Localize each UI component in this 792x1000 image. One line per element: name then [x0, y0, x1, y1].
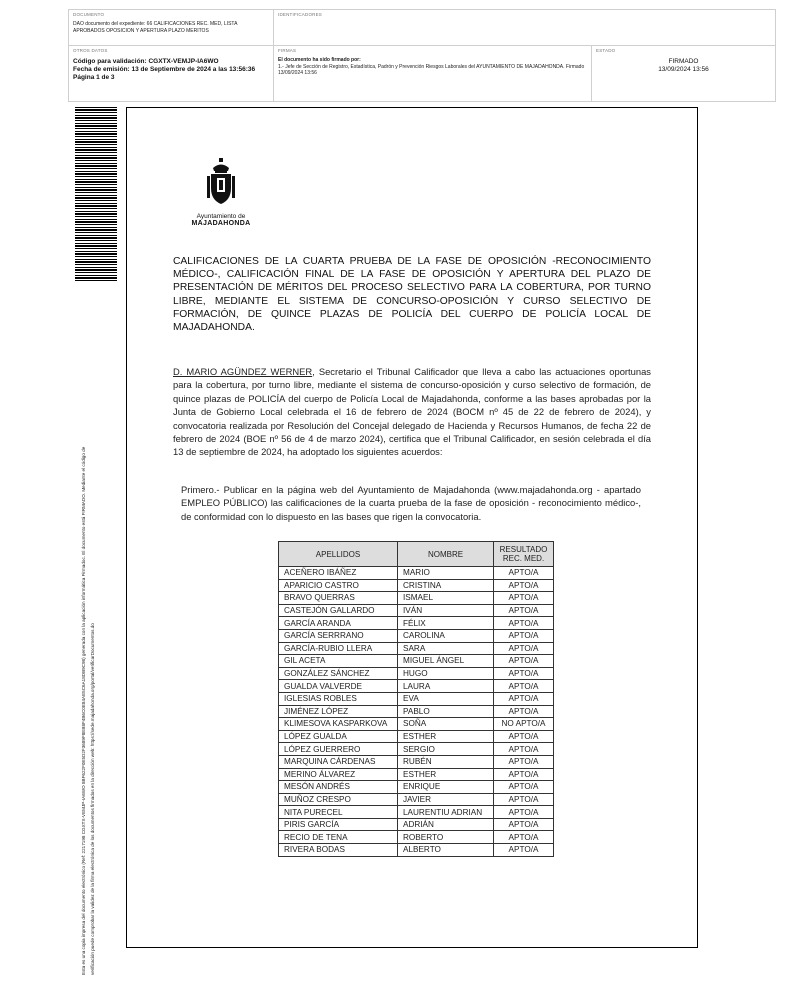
table-row: [279, 705, 554, 718]
cell-nombre: HUGO: [398, 667, 494, 680]
table-row: [279, 743, 554, 756]
cell-nombre: SARA: [398, 642, 494, 655]
cell-resultado: APTO/A: [494, 680, 554, 693]
estado-value: FIRMADO: [668, 58, 699, 65]
table-row: [279, 793, 554, 806]
cell-nombre: RUBÉN: [398, 755, 494, 768]
emission-date: Fecha de emisión: 13 de Septiembre de 2024 a las 13:56:36: [73, 66, 256, 73]
table-row: [279, 844, 554, 857]
table-row: [279, 617, 554, 630]
table-row: [279, 642, 554, 655]
cell-nombre: JAVIER: [398, 793, 494, 806]
primero-text: Publicar en la página web del Ayuntamiento de Majadahonda (www.majadahonda.org - apartado EMPLEO PÚBLICO) las calificaciones de la cuarta prueba de la fase de oposición - reconocimiento médico-, de conformidad con lo dispuesto en las bases que rigen la convocatoria.: [181, 484, 641, 522]
cell-resultado: APTO/A: [494, 667, 554, 680]
cell-apellidos: GUALDA VALVERDE: [279, 680, 398, 693]
cell-apellidos: NITA PURECEL: [279, 806, 398, 819]
table-row: [279, 781, 554, 794]
cell-resultado: APTO/A: [494, 743, 554, 756]
cell-resultado: APTO/A: [494, 793, 554, 806]
cell-apellidos: MESÓN ANDRÉS: [279, 781, 398, 794]
cell-nombre: LAURENTIU ADRIAN: [398, 806, 494, 819]
primero-label: Primero.-: [181, 484, 220, 495]
estado-cell: [592, 46, 775, 101]
identificadores-cell: [274, 10, 775, 45]
cell-resultado: APTO/A: [494, 604, 554, 617]
cell-resultado: APTO/A: [494, 655, 554, 668]
table-row: [279, 718, 554, 731]
cell-apellidos: IGLESIAS ROBLES: [279, 692, 398, 705]
table-row: [279, 592, 554, 605]
cell-nombre: ESTHER: [398, 768, 494, 781]
agreement-primero: [181, 483, 641, 523]
cell-resultado: APTO/A: [494, 768, 554, 781]
cell-apellidos: ACEÑERO IBÁÑEZ: [279, 567, 398, 580]
cell-apellidos: LÓPEZ GUERRERO: [279, 743, 398, 756]
cell-resultado: APTO/A: [494, 831, 554, 844]
cell-resultado: APTO/A: [494, 629, 554, 642]
cell-apellidos: LÓPEZ GUALDA: [279, 730, 398, 743]
documento-cell: [69, 10, 274, 45]
cell-resultado: APTO/A: [494, 730, 554, 743]
cell-apellidos: RECIO DE TENA: [279, 831, 398, 844]
cell-nombre: SOÑA: [398, 718, 494, 731]
cell-nombre: FÉLIX: [398, 617, 494, 630]
cell-apellidos: MERINO ÁLVAREZ: [279, 768, 398, 781]
verification-margin-text: [81, 285, 99, 975]
table-row: [279, 655, 554, 668]
col-apellidos: APELLIDOS: [279, 542, 398, 567]
cell-resultado: APTO/A: [494, 592, 554, 605]
cell-nombre: ESTHER: [398, 730, 494, 743]
cell-nombre: SERGIO: [398, 743, 494, 756]
firmas-detail: 1.- Jefe de Sección de Registro, Estadística, Padrón y Prevención Riesgos Laborales del AYUNTAMIENTO DE MAJADAHONDA. Firmado 13/09/2024 13:56: [278, 63, 585, 76]
cell-nombre: LAURA: [398, 680, 494, 693]
documento-value: DAO documento del expediente: 66 CALIFICACIONES REC. MED, LISTA APROBADOS OPOSICION Y APERTURA PLAZO MERITOS: [73, 21, 238, 34]
cell-resultado: APTO/A: [494, 781, 554, 794]
table-row: [279, 755, 554, 768]
cell-apellidos: GARCÍA SERRRANO: [279, 629, 398, 642]
table-row: [279, 730, 554, 743]
cell-nombre: ADRIÁN: [398, 818, 494, 831]
documento-label: DOCUMENTO: [73, 12, 105, 17]
cell-nombre: MIGUEL ÁNGEL: [398, 655, 494, 668]
cell-resultado: APTO/A: [494, 818, 554, 831]
page-number: Página 1 de 3: [73, 74, 115, 81]
table-row: [279, 818, 554, 831]
cell-resultado: APTO/A: [494, 617, 554, 630]
cell-nombre: CAROLINA: [398, 629, 494, 642]
cell-nombre: IVÁN: [398, 604, 494, 617]
cell-apellidos: APARICIO CASTRO: [279, 579, 398, 592]
identificadores-label: IDENTIFICADORES: [278, 12, 323, 17]
cell-resultado: APTO/A: [494, 579, 554, 592]
table-row: [279, 768, 554, 781]
cell-nombre: EVA: [398, 692, 494, 705]
table-header-row: [279, 542, 554, 567]
cell-resultado: APTO/A: [494, 692, 554, 705]
cell-nombre: MARIO: [398, 567, 494, 580]
cell-apellidos: JIMÉNEZ LÓPEZ: [279, 705, 398, 718]
cell-nombre: PABLO: [398, 705, 494, 718]
margin-line-2: verificación puede comprobar la validez de la firma electrónica de los documentos firmados en la dirección web: https://sede.majadahonda.org/portal/verificarDocumentos.do: [90, 623, 95, 975]
cell-nombre: ALBERTO: [398, 844, 494, 857]
table-row: [279, 831, 554, 844]
cell-resultado: NO APTO/A: [494, 718, 554, 731]
table-row: [279, 579, 554, 592]
barcode: [75, 107, 117, 281]
cell-resultado: APTO/A: [494, 642, 554, 655]
logo-text-line1: Ayuntamiento de: [196, 213, 246, 220]
logo-text-line2: MAJADAHONDA: [191, 220, 251, 227]
cell-resultado: APTO/A: [494, 567, 554, 580]
document-title: CALIFICACIONES DE LA CUARTA PRUEBA DE LA FASE DE OPOSICIÓN -RECONOCIMIENTO MÉDICO-, CALIFICACIÓN FINAL DE LA FASE DE OPOSICIÓN Y APERTURA DEL PLAZO DE PRESENTACIÓN DE MÉRITOS DEL PROCESO SELECTIVO PARA LA COBERTURA, POR TURNO LIBRE, MEDIANTE EL SISTEMA DE CONCURSO-OPOSICIÓN Y CURSO SELECTIVO DE FORMACIÓN, DE QUINCE PLAZAS DE POLICÍA DEL CUERPO DE POLICÍA LOCAL DE MAJADAHONDA.: [173, 256, 651, 334]
cell-nombre: ROBERTO: [398, 831, 494, 844]
cell-apellidos: GIL ACETA: [279, 655, 398, 668]
cell-resultado: APTO/A: [494, 755, 554, 768]
table-row: [279, 629, 554, 642]
cell-apellidos: MARQUINA CÁRDENAS: [279, 755, 398, 768]
cell-apellidos: MUÑOZ CRESPO: [279, 793, 398, 806]
table-row: [279, 667, 554, 680]
cell-apellidos: RIVERA BODAS: [279, 844, 398, 857]
cell-apellidos: PIRIS GARCÍA: [279, 818, 398, 831]
document-header: [68, 9, 776, 102]
table-row: [279, 604, 554, 617]
firmas-cell: [274, 46, 592, 101]
cell-resultado: APTO/A: [494, 705, 554, 718]
table-row: [279, 806, 554, 819]
secretary-name: D. MARIO AGÜNDEZ WERNER: [173, 366, 313, 377]
col-nombre: NOMBRE: [398, 542, 494, 567]
cell-apellidos: BRAVO QUERRAS: [279, 592, 398, 605]
otros-datos-cell: [69, 46, 274, 101]
results-table: [278, 541, 554, 857]
certification-text: , Secretario el Tribunal Calificador que lleva a cabo las actuaciones oportunas para la cobertura, por turno libre, mediante el sistema de concurso-oposición y curso selectivo de formación, de quince plazas de POLICÍA del cuerpo de Policía Local de Majadahonda, conforme a las bases aprobadas por la Junta de Gobierno Local celebrada el 16 de febrero de 2024 (BOCM nº 45 de 22 de febrero de 2024), y convocatoria realizada por Resolución del Concejal delegado de Hacienda y Recursos Humanos, de fecha 22 de febrero de 2024 (BOE nº 56 de 4 de marzo 2024), certifica que el Tribunal Calificador, en sesión celebrada el día 13 de septiembre de 2024, ha adoptado los siguientes acuerdos:: [173, 366, 651, 458]
cell-apellidos: KLIMESOVA KASPARKOVA: [279, 718, 398, 731]
estado-label: ESTADO: [596, 48, 616, 53]
cell-resultado: APTO/A: [494, 844, 554, 857]
estado-date: 13/09/2024 13:56: [658, 66, 709, 73]
results-table-body: [279, 567, 554, 857]
validation-code: Código para validación: CGXTX-VEMJP-IA6WO: [73, 58, 219, 65]
certification-paragraph: [173, 365, 651, 459]
cell-apellidos: GARCÍA ARANDA: [279, 617, 398, 630]
otros-datos-label: OTROS DATOS: [73, 48, 108, 53]
table-row: [279, 567, 554, 580]
cell-nombre: ENRIQUE: [398, 781, 494, 794]
majadahonda-logo: [186, 158, 256, 227]
table-row: [279, 680, 554, 693]
margin-line-1: Esta es una copia impresa del documento electrónico (Ref: 2217198 CGXTX-VEMJP-IA6WO 8BF622F0E5D2F3689F8EB8F4B6C0E84AE5C6A18DB9C98) generada con la aplicación informática Firmadoc. El documento está FIRMADO. Mediante el código de: [81, 446, 86, 975]
table-row: [279, 692, 554, 705]
firmas-label: FIRMAS: [278, 48, 297, 53]
col-resultado: RESULTADO REC. MED.: [494, 542, 554, 567]
cell-apellidos: CASTEJÓN GALLARDO: [279, 604, 398, 617]
cell-nombre: CRISTINA: [398, 579, 494, 592]
cell-nombre: ISMAEL: [398, 592, 494, 605]
cell-apellidos: GONZÁLEZ SÁNCHEZ: [279, 667, 398, 680]
cell-apellidos: GARCÍA-RUBIO LLERA: [279, 642, 398, 655]
cell-resultado: APTO/A: [494, 806, 554, 819]
firmas-intro: El documento ha sido firmado por:: [278, 57, 361, 63]
coat-of-arms-icon: [206, 158, 236, 206]
